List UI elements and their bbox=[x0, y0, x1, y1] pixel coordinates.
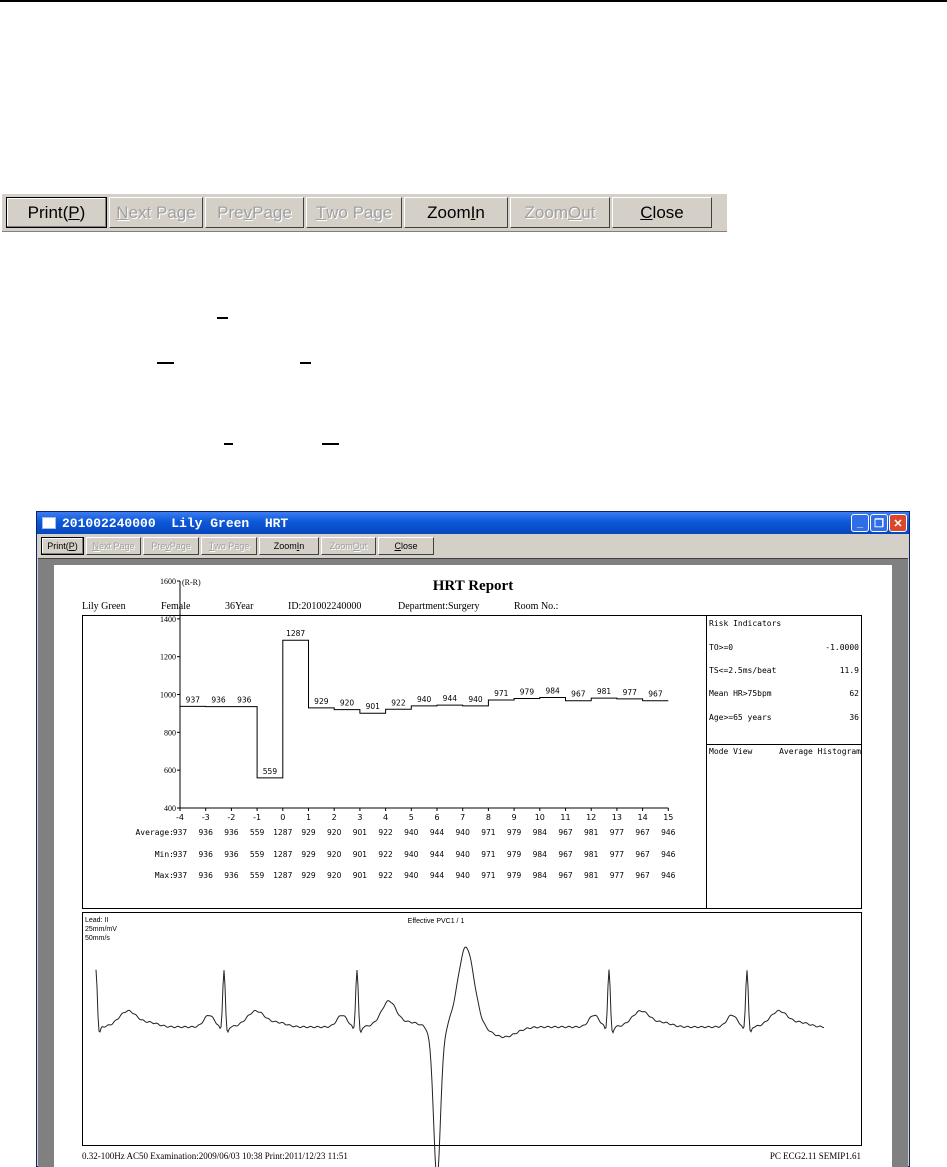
stats-cell-max: 920 bbox=[327, 871, 342, 880]
close-button[interactable]: C lose bbox=[612, 197, 712, 228]
data-label: 979 bbox=[519, 687, 535, 697]
patient-sex: Female bbox=[161, 601, 191, 612]
stats-cell-average: 929 bbox=[301, 828, 316, 837]
data-label: 559 bbox=[262, 766, 278, 776]
two-page-button[interactable]: T wo Page bbox=[201, 537, 257, 555]
x-tick-label: 11 bbox=[560, 813, 571, 822]
stats-cell-min: 559 bbox=[249, 850, 265, 859]
risk-indicators bbox=[709, 619, 861, 756]
print-button[interactable]: Print( P ) bbox=[41, 537, 84, 555]
zoom-out-button[interactable]: Zoom O ut bbox=[510, 197, 610, 228]
data-label: 936 bbox=[237, 695, 252, 705]
patient-department: Department:Surgery bbox=[398, 601, 480, 612]
underline-mark bbox=[217, 317, 228, 319]
chart-panel-border bbox=[83, 616, 862, 909]
ecg-labels bbox=[85, 917, 464, 942]
stats-cell-max: 984 bbox=[532, 871, 547, 880]
x-tick-label: 1 bbox=[305, 813, 312, 822]
stats-cell-average: 946 bbox=[661, 828, 676, 837]
stats-cell-min: 936 bbox=[224, 850, 239, 859]
stats-table bbox=[135, 828, 675, 880]
stats-cell-average: 920 bbox=[327, 828, 342, 837]
zoom-in-button[interactable]: Zoom I n bbox=[259, 537, 319, 555]
stats-cell-max: 929 bbox=[301, 871, 316, 880]
risk-value: -1.0000 bbox=[825, 643, 859, 652]
stats-cell-average: 940 bbox=[455, 828, 470, 837]
window-toolbar bbox=[41, 537, 436, 555]
stats-cell-min: 981 bbox=[584, 850, 599, 859]
y-tick-label: 1200 bbox=[160, 652, 176, 662]
data-label: 1287 bbox=[286, 629, 306, 639]
stats-cell-max: 940 bbox=[404, 871, 419, 880]
patient-name: Lily Green bbox=[82, 601, 126, 612]
x-tick-label: -4 bbox=[176, 813, 184, 822]
stats-cell-min: 984 bbox=[532, 850, 547, 859]
data-label: 922 bbox=[391, 698, 406, 708]
stats-cell-average: 936 bbox=[198, 828, 213, 837]
data-label: 944 bbox=[442, 694, 458, 704]
data-label: 981 bbox=[596, 687, 612, 697]
window-icon bbox=[42, 517, 56, 529]
stats-cell-max: 937 bbox=[172, 871, 188, 880]
stats-cell-average: 936 bbox=[224, 828, 239, 837]
stats-cell-min: 977 bbox=[609, 850, 625, 859]
y-tick-label: 1600 bbox=[160, 577, 176, 586]
x-tick-label: -2 bbox=[227, 813, 236, 822]
preview-area[interactable] bbox=[38, 558, 908, 1167]
next-page-button[interactable]: N ext Page bbox=[109, 197, 203, 228]
stats-cell-max: 979 bbox=[506, 871, 522, 880]
stats-cell-average: 901 bbox=[352, 828, 368, 837]
data-label: 967 bbox=[571, 689, 586, 699]
underline-mark bbox=[300, 362, 311, 364]
hrt-report-window bbox=[36, 511, 910, 1167]
stats-cell-average: 981 bbox=[584, 828, 599, 837]
ecg-trace bbox=[96, 947, 824, 1167]
next-page-button[interactable]: N ext Page bbox=[86, 537, 141, 555]
risk-label: TO>=0 bbox=[709, 643, 734, 652]
y-tick-label: 800 bbox=[164, 728, 176, 738]
report-title: HRT Report bbox=[432, 578, 514, 594]
zoom-out-button[interactable]: Zoom O ut bbox=[321, 537, 376, 555]
stats-cell-max: 981 bbox=[584, 871, 599, 880]
y-tick-label: 1400 bbox=[160, 614, 176, 624]
stats-cell-max: 971 bbox=[481, 871, 496, 880]
risk-value: 36 bbox=[849, 713, 859, 722]
stats-label-min: Min: bbox=[154, 850, 174, 859]
stats-cell-min: 967 bbox=[635, 850, 650, 859]
data-label: 967 bbox=[648, 689, 663, 699]
window-titlebar bbox=[37, 512, 909, 534]
stats-cell-average: 977 bbox=[609, 828, 625, 837]
stats-cell-average: 559 bbox=[249, 828, 265, 837]
data-label: 977 bbox=[622, 687, 637, 697]
stats-cell-min: 940 bbox=[404, 850, 419, 859]
restore-icon[interactable]: ❐ bbox=[870, 514, 888, 532]
patient-id: ID:201002240000 bbox=[288, 601, 362, 612]
stats-cell-min: 1287 bbox=[273, 850, 293, 859]
stats-cell-average: 1287 bbox=[273, 828, 293, 837]
stats-cell-max: 940 bbox=[455, 871, 470, 880]
prev-page-button[interactable]: Pre v Page bbox=[205, 197, 304, 228]
patient-room: Room No.: bbox=[514, 601, 559, 612]
stats-cell-min: 901 bbox=[352, 850, 368, 859]
stats-cell-min: 937 bbox=[172, 850, 188, 859]
stats-cell-min: 922 bbox=[378, 850, 393, 859]
ecg-panel-border bbox=[83, 913, 862, 1146]
data-label: 940 bbox=[468, 694, 483, 704]
data-label: 936 bbox=[211, 695, 226, 705]
footer-left: 0.32-100Hz AC50 Examination:2009/06/03 10:38 Print:2011/12/23 11:51 bbox=[82, 1151, 348, 1161]
report-drawing bbox=[54, 565, 892, 1167]
average-histogram-label: Average Histogram bbox=[779, 747, 861, 756]
stats-cell-max: 967 bbox=[635, 871, 650, 880]
stats-cell-max: 1287 bbox=[273, 871, 293, 880]
risk-label: TS<=2.5ms/beat bbox=[709, 666, 777, 675]
stats-cell-min: 944 bbox=[429, 850, 445, 859]
x-tick-label: 0 bbox=[280, 813, 286, 822]
mode-view-label: Mode View bbox=[709, 747, 753, 756]
stats-label-max: Max: bbox=[154, 871, 174, 880]
chart-marks bbox=[180, 629, 668, 778]
stats-cell-average: 979 bbox=[506, 828, 522, 837]
y-axis-label: (R-R) bbox=[182, 578, 201, 587]
zoom-in-button[interactable]: Zoom I n bbox=[404, 197, 508, 228]
x-tick-label: 3 bbox=[357, 813, 363, 822]
ecg-speed-label: 50mm/s bbox=[85, 935, 110, 942]
stats-cell-min: 971 bbox=[481, 850, 496, 859]
stats-cell-max: 977 bbox=[609, 871, 625, 880]
data-label: 940 bbox=[416, 694, 432, 704]
risk-label: Mean HR>75bpm bbox=[709, 689, 772, 698]
x-tick-label: 9 bbox=[511, 813, 517, 822]
x-tick-label: 12 bbox=[586, 813, 597, 822]
stats-cell-average: 937 bbox=[172, 828, 188, 837]
underline-mark bbox=[322, 443, 339, 445]
x-tick-label: -1 bbox=[253, 813, 262, 822]
y-tick-label: 600 bbox=[164, 766, 176, 776]
stats-cell-max: 967 bbox=[558, 871, 573, 880]
preview-toolbar bbox=[2, 194, 727, 232]
stats-cell-min: 967 bbox=[558, 850, 573, 859]
stats-cell-max: 559 bbox=[249, 871, 265, 880]
data-label: 920 bbox=[339, 698, 355, 708]
top-rule bbox=[0, 0, 947, 2]
y-tick-label: 1000 bbox=[160, 690, 176, 700]
stats-cell-average: 984 bbox=[532, 828, 547, 837]
window-title: 201002240000 Lily Green HRT bbox=[62, 515, 289, 531]
ecg-pvc-label: Effective PVC1 / 1 bbox=[407, 918, 465, 925]
data-label: 984 bbox=[545, 686, 560, 696]
stats-cell-min: 979 bbox=[506, 850, 522, 859]
data-label: 929 bbox=[314, 696, 329, 706]
close-button[interactable]: C lose bbox=[378, 537, 434, 555]
x-tick-label: 14 bbox=[637, 813, 648, 822]
risk-header: Risk Indicators bbox=[709, 619, 782, 628]
risk-label: Age>=65 years bbox=[709, 713, 772, 722]
stats-cell-min: 940 bbox=[455, 850, 470, 859]
stats-cell-min: 929 bbox=[301, 850, 316, 859]
data-label: 937 bbox=[185, 695, 201, 705]
report-page bbox=[54, 565, 892, 1167]
risk-value: 62 bbox=[849, 689, 859, 698]
x-tick-label: 5 bbox=[408, 813, 414, 822]
ecg-gain-label: 25mm/mV bbox=[85, 926, 117, 933]
stats-cell-max: 922 bbox=[378, 871, 393, 880]
ecg-lead-label: Lead: II bbox=[85, 917, 109, 924]
rr-series-line bbox=[180, 640, 668, 778]
stats-cell-max: 944 bbox=[429, 871, 445, 880]
y-tick-label: 400 bbox=[164, 804, 176, 813]
data-label: 971 bbox=[494, 688, 509, 698]
stats-cell-max: 901 bbox=[352, 871, 368, 880]
underline-mark bbox=[157, 362, 174, 364]
footer-right: PC ECG2.11 SEMIP1.61 bbox=[769, 1151, 861, 1161]
x-tick-label: 2 bbox=[331, 813, 337, 822]
data-label: 901 bbox=[365, 702, 380, 712]
x-tick-label: 13 bbox=[611, 813, 622, 822]
x-tick-label: 10 bbox=[534, 813, 545, 822]
two-page-button[interactable]: T wo Page bbox=[306, 197, 402, 228]
stats-cell-max: 946 bbox=[661, 871, 676, 880]
stats-cell-average: 940 bbox=[404, 828, 419, 837]
prev-page-button[interactable]: Pre v Page bbox=[143, 537, 199, 555]
stats-cell-max: 936 bbox=[198, 871, 213, 880]
x-tick-label: 6 bbox=[434, 813, 440, 822]
stats-cell-min: 920 bbox=[327, 850, 342, 859]
patient-age: 36Year bbox=[225, 601, 254, 612]
x-tick-label: -3 bbox=[201, 813, 210, 822]
stats-cell-average: 967 bbox=[635, 828, 650, 837]
risk-value: 11.9 bbox=[839, 666, 859, 675]
x-tick-label: 15 bbox=[663, 813, 674, 822]
close-window-icon[interactable]: ✕ bbox=[889, 514, 907, 532]
stats-cell-average: 944 bbox=[429, 828, 445, 837]
stats-cell-min: 946 bbox=[661, 850, 676, 859]
underline-mark bbox=[224, 443, 233, 445]
stats-cell-min: 936 bbox=[198, 850, 213, 859]
stats-cell-max: 936 bbox=[224, 871, 239, 880]
x-tick-label: 8 bbox=[485, 813, 491, 822]
stats-cell-average: 971 bbox=[481, 828, 496, 837]
minimize-icon[interactable]: _ bbox=[851, 514, 869, 532]
print-button[interactable]: Print( P ) bbox=[6, 197, 107, 228]
x-tick-label: 4 bbox=[383, 813, 389, 822]
stats-cell-average: 967 bbox=[558, 828, 573, 837]
stats-cell-average: 922 bbox=[378, 828, 393, 837]
x-tick-label: 7 bbox=[460, 813, 466, 822]
stats-label-average: Average: bbox=[135, 828, 174, 837]
